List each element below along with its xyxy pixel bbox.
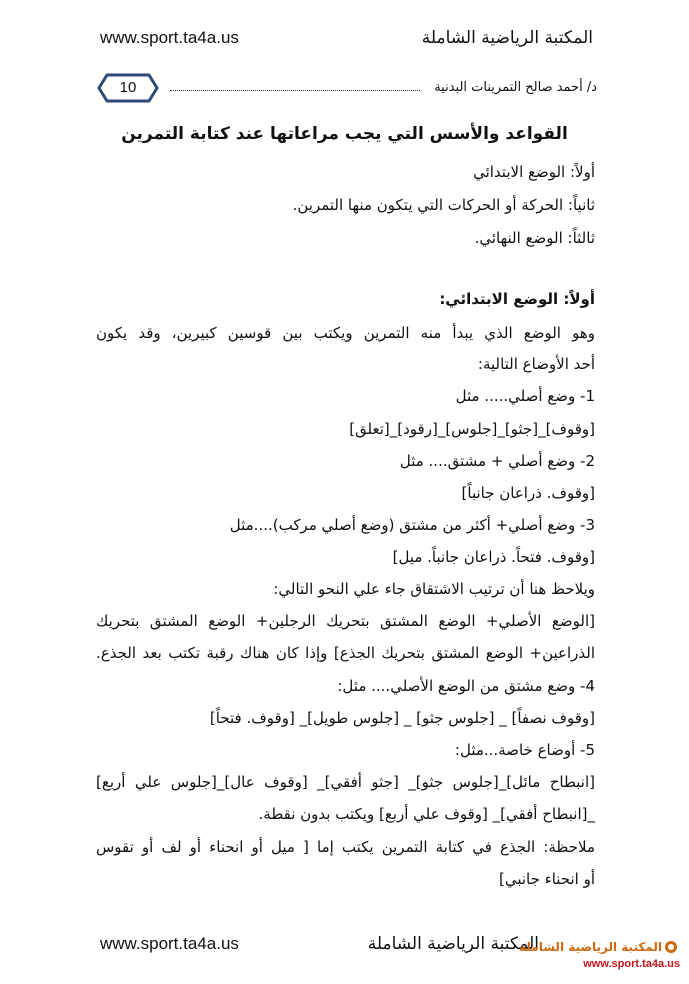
logo-text: المكتبة الرياضية الشاملة	[519, 940, 662, 954]
list-item: 1- وضع أصلي..... مثل	[455, 387, 595, 405]
list-item: 5- أوضاع خاصة...مثل:	[454, 741, 595, 759]
body-line: ويلاحظ هنا أن ترتيب الاشتقاق جاء علي النحو التالي:	[273, 580, 595, 598]
body-line: ثانياً: الحركة أو الحركات التي يتكون منها التمرين.	[292, 196, 595, 214]
body-line: [انبطاح مائل]_[جلوس جثو]_ [جثو أفقي]_ [وقوف عال]_[جلوس علي أربع]	[96, 773, 595, 791]
header-library-name: المكتبة الرياضية الشاملة	[421, 28, 593, 48]
body-line: ثالثاً: الوضع النهائي.	[474, 229, 595, 247]
page-header	[0, 28, 689, 58]
note-line: أو انحناء جانبي]	[498, 870, 595, 888]
list-item: 2- وضع أصلي + مشتق.... مثل	[399, 452, 595, 470]
body-line: [وقوف نصفاً] _ [جلوس جثو] _ [جلوس طويل]_ [وقوف. فتحاً]	[209, 709, 595, 727]
site-logo	[519, 940, 680, 976]
body-line: وهو الوضع الذي يبدأ منه التمرين ويكتب بين قوسين كبيرين، وقد يكون	[96, 324, 595, 342]
logo-mark-icon	[664, 940, 678, 954]
body-line: أولاً: الوضع الابتدائي	[473, 163, 595, 181]
logo-url: www.sport.ta4a.us	[583, 958, 680, 970]
body-line: [وقوف. ذراعان جانباً]	[461, 484, 595, 502]
header-url: www.sport.ta4a.us	[100, 28, 239, 47]
body-line: الذراعين+ الوضع المشتق بتحريك الجذع] وإذا كان هناك رقبة تكتب بعد الجذع.	[96, 644, 595, 662]
author-line: د/ أحمد صالح التمرينات البدنية	[434, 80, 597, 95]
body-line: أحد الأوضاع التالية:	[477, 355, 595, 373]
body-line: _[انبطاح أفقي]_ [وقوف علي أربع] ويكتب بدون نقطة.	[258, 805, 595, 823]
list-item: 3- وضع أصلي+ أكثر من مشتق (وضع أصلي مركب)....مثل	[229, 516, 595, 534]
body-line: [الوضع الأصلي+ الوضع المشتق بتحريك الرجلين+ الوضع المشتق بتحريك	[96, 612, 595, 630]
page-title: القواعد والأسس التي يجب مراعاتها عند كتابة التمرين	[121, 124, 568, 144]
dotted-leader	[170, 90, 420, 91]
list-item: 4- وضع مشتق من الوضع الأصلي.... مثل:	[337, 677, 595, 695]
body-line: [وقوف]_[جثو]_[جلوس]_[رقود]_[تعلق]	[349, 420, 595, 438]
footer-library-name: المكتبة الرياضية الشاملة	[367, 934, 539, 954]
section-heading: أولاً: الوضع الابتدائي:	[439, 290, 595, 308]
footer-url: www.sport.ta4a.us	[100, 934, 239, 953]
page-number: 10	[119, 79, 137, 96]
body-line: [وقوف. فتحاً. ذراعان جانباً. ميل]	[392, 548, 595, 566]
note-line: ملاحظة: الجذع في كتابة التمرين يكتب إما [ ميل أو انحناء أو لف أو تقوس	[96, 838, 595, 856]
page-number-badge	[97, 73, 159, 103]
